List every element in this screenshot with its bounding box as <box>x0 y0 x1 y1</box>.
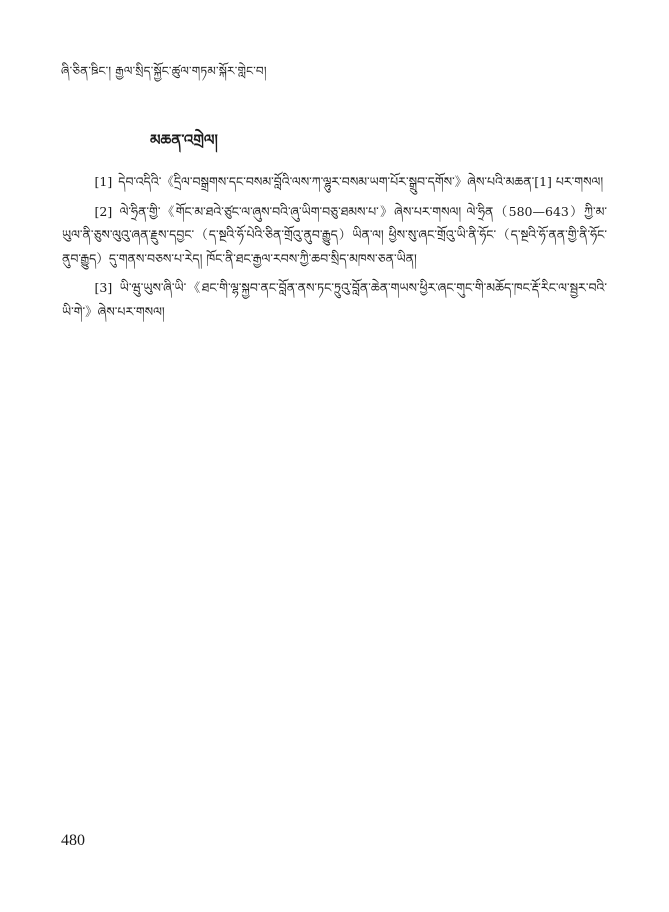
note-marker: [1] <box>94 174 113 189</box>
page-number: 480 <box>61 832 85 849</box>
note-text: ལེ་ཧྲིན་གྱི་《གོང་མ་ཐའེ་ཙུང་ལ་ཞུས་བའི་ཞུ་ཡིག་བཅུ་ཐམས་པ་》ཞེས་པར་གསལ། ལེ་ཧྲིན（580—643）ཀྱི་མ་ཡུལ་ནི་ཅུས་ལུའུ་ཞན་རྗུས་དབྱང་（ད་སྔའི་ཧོ་པེའི་ཅིན་གྲོའུ་ནུབ་རྒྱུད）ཡིན་ལ། ཕྱིས་སུ་ཞང་གྲོའུ་ཡི་ནི་ཧོང་（ད་སྔའི་ཧོ་ནན་གྱི་ནི་ཧོང་ནུབ་རྒྱུད）དུ་གནས་བཅས་པ་རེད། ཁོང་ནི་ཐང་རྒྱལ་རབས་ཀྱི་ཆབ་སྲིད་མཁས་ཅན་ཡིན། <box>62 203 607 266</box>
note-marker: [2] <box>94 203 113 219</box>
section-title: མཆན་འགྲེལ། <box>150 131 218 149</box>
note-1 <box>62 170 607 194</box>
running-header: ཞི་ཅིན་ཋིང་། རྒྱལ་སྲིད་སྐྱོང་ཚུལ་གཏམ་སྐོར་གླེང་བ། <box>61 64 267 78</box>
notes-list <box>62 170 607 329</box>
note-marker: [3] <box>94 280 113 295</box>
note-3 <box>62 276 607 323</box>
note-2 <box>62 200 607 271</box>
note-text: དེབ་འདིའི་《དྲིལ་བསྒྲགས་དང་བསམ་བློའི་ལས་ཀ་ལྷུར་བསམ་ཡག་པོར་སྒྲུབ་དགོས་》ཞེས་པའི་མཆན་[1] པར་གསལ། <box>118 174 604 189</box>
note-text: ཡི་ཝུ་ཡུས་ཞི་ཡི་《ཐང་གི་ལྷ་སྐྱབ་ནང་བློན་ནས་ཏང་ཏྲུའུ་བློན་ཆེན་གཡས་ཕྱིར་ཞང་གུང་གི་མཆོད་ཁང་རྡོ་རིང་ལ་སྦྱར་བའི་ཡི་གེ་》ཞེས་པར་གསལ། <box>62 280 607 319</box>
